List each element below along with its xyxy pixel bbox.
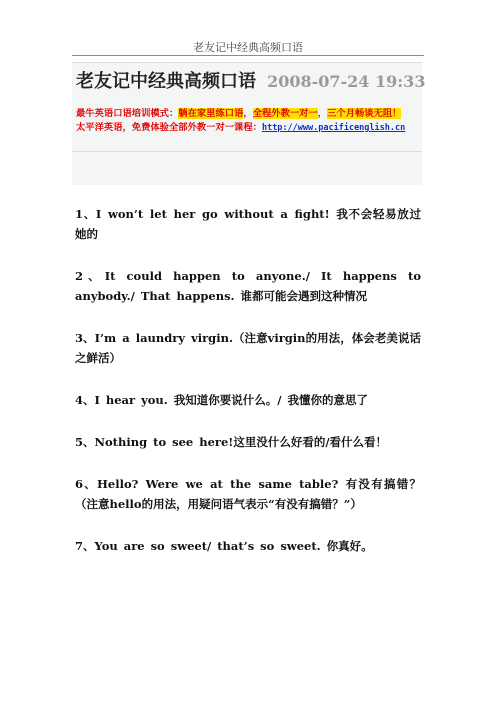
page-header-text: 老友记中经典高频口语	[193, 41, 303, 54]
phrase-list	[75, 204, 421, 578]
phrase-item-5: 5、Nothing to see here!这里没什么好看的/看什么看！	[75, 435, 388, 449]
post-title: 老友记中经典高频口语	[76, 71, 256, 92]
promo-line-1	[76, 107, 424, 121]
phrase-item-7: 7、You are so sweet/ that’s so sweet. 你真好。	[75, 539, 373, 553]
header-divider	[72, 55, 424, 56]
promo-line1-e: ，	[317, 108, 328, 119]
promo-highlight-1: 躺在家里练口语	[178, 108, 244, 119]
promo-line1-c: ，	[243, 108, 253, 119]
promo-line1-a: 最牛英语口语培训模式：	[76, 108, 179, 119]
phrase-item-3: 3、I’m a laundry virgin.（注意virgin的用法，体会老美说话之鲜活）	[75, 331, 421, 365]
promo-divider	[72, 151, 422, 152]
promo-highlight-2: 全程外教一对一	[252, 108, 318, 119]
post-date: 2008-07-24 19:33	[267, 72, 426, 91]
promo-highlight-3: 三个月畅谈无阻！	[327, 108, 402, 119]
page-header	[0, 0, 496, 55]
phrase-item-1: 1、I won’t let her go without a fight! 我不会轻易放过她的	[75, 207, 421, 241]
phrase-item-6: 6、Hello? Were we at the same table? 有没有搞错？（注意hello的用法，用疑问语气表示“有没有搞错？”）	[75, 477, 421, 511]
promo-line2-a: 太平洋英语，免费体验全部外教一对一课程：	[76, 122, 262, 133]
promo-link[interactable]: http://www.pacificenglish.cn	[261, 123, 406, 133]
phrase-item-4: 4、I hear you. 我知道你要说什么。/ 我懂你的意思了	[75, 393, 368, 407]
phrase-item-2: 2、It could happen to anyone./ It happens to anybody./ That happens. 谁都可能会遇到这种情况	[75, 269, 421, 303]
post-header-box	[72, 62, 426, 185]
promo-line-2	[76, 121, 424, 135]
promo-text	[76, 107, 424, 135]
post-title-row	[76, 67, 425, 97]
